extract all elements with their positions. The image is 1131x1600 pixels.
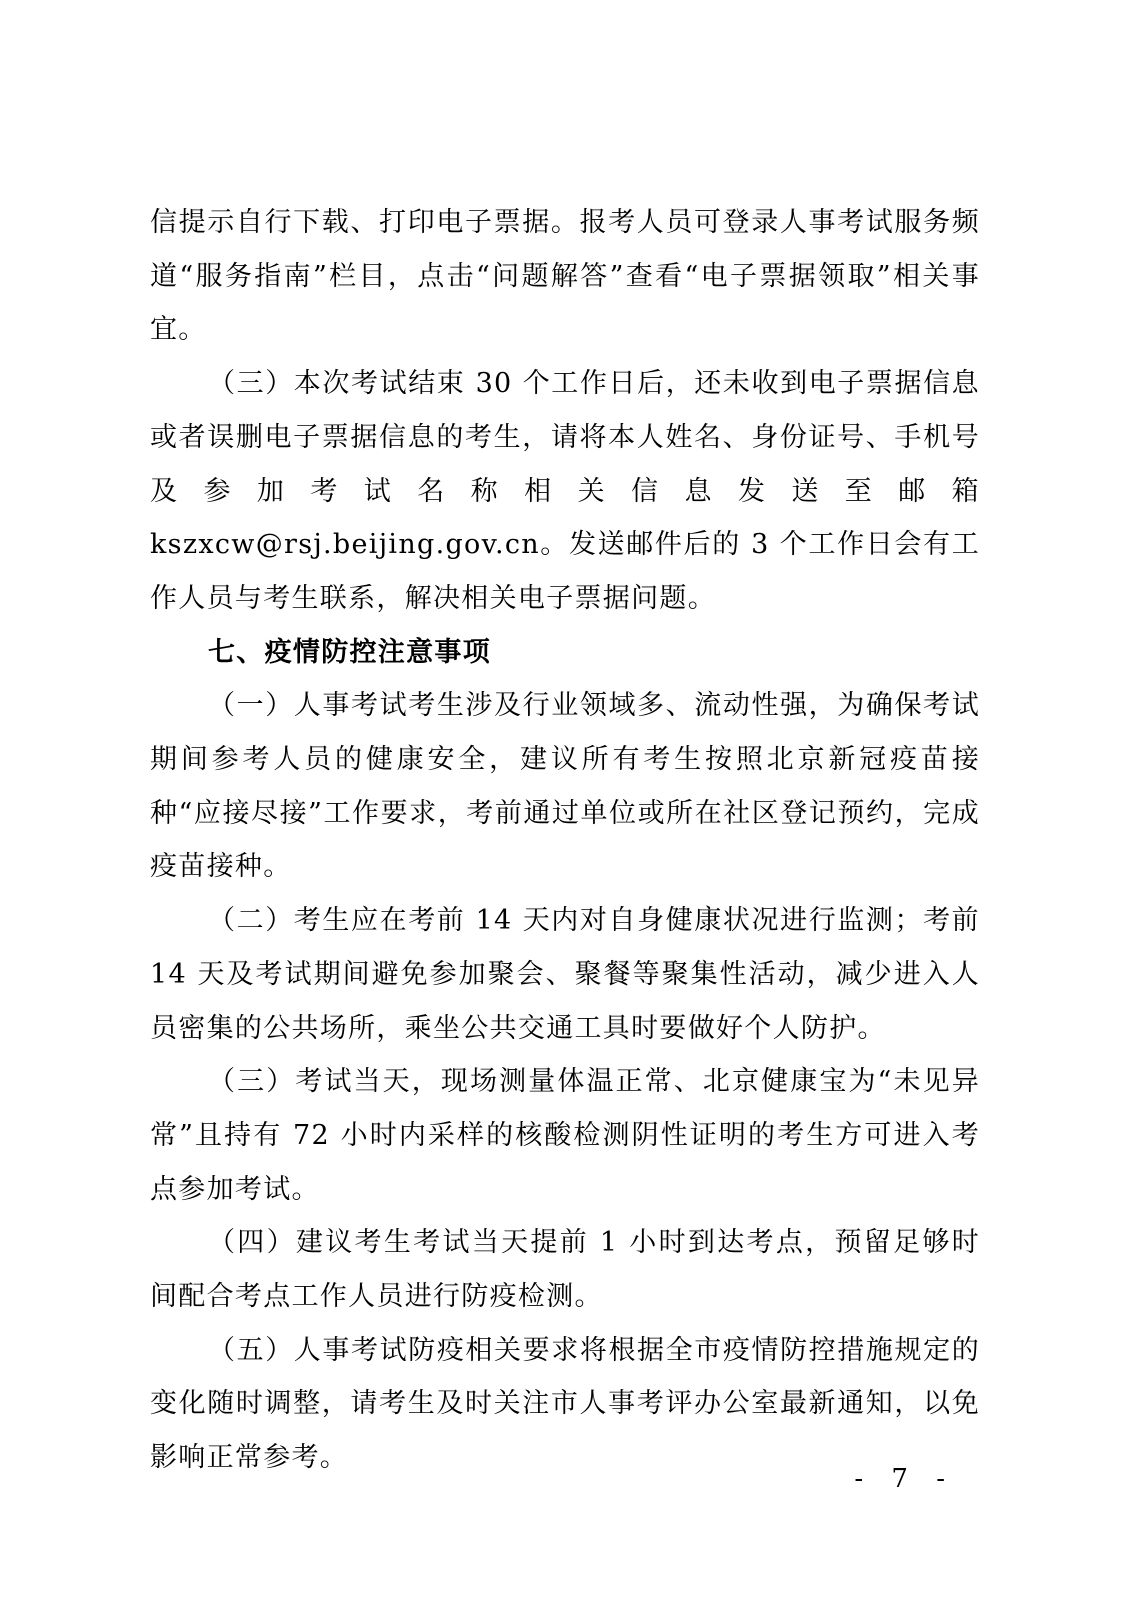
paragraph-exam-day-entry: （三）考试当天，现场测量体温正常、北京健康宝为“未见异常”且持有 72 小时内采样的核酸检测阴性证明的考生方可进入考点参加考试。	[150, 1066, 980, 1205]
paragraph-arrive-early: （四）建议考生考试当天提前 1 小时到达考点，预留足够时间配合考点工作人员进行防疫检测。	[150, 1227, 980, 1313]
page-number: - 7 -	[854, 1464, 955, 1494]
section-heading-epidemic-prevention: 七、疫情防控注意事项	[208, 636, 491, 668]
paragraph-electronic-receipt-guide: 信提示自行下载、打印电子票据。报考人员可登录人事考试服务频道“服务指南”栏目，点击“问题解答”查看“电子票据领取”相关事宜。	[150, 207, 980, 346]
paragraph-policy-adjustment: （五）人事考试防疫相关要求将根据全市疫情防控措施规定的变化随时调整，请考生及时关注市人事考评办公室最新通知，以免影响正常参考。	[150, 1334, 980, 1474]
paragraph-receipt-email-contact: （三）本次考试结束 30 个工作日后，还未收到电子票据信息或者误删电子票据信息的考生，请将本人姓名、身份证号、手机号及参加考试名称相关信息发送至邮箱 kszxcw@rsj.beijing.gov.cn。发送邮件后的 3 个工作日会有工作人员与考生联系，解决相关电子票据问题。	[150, 368, 980, 614]
paragraph-vaccination: （一）人事考试考生涉及行业领域多、流动性强，为确保考试期间参考人员的健康安全，建议所有考生按照北京新冠疫苗接种“应接尽接”工作要求，考前通过单位或所在社区登记预约，完成疫苗接种。	[150, 690, 980, 883]
document-body	[150, 196, 980, 1485]
paragraph-health-monitoring: （二）考生应在考前 14 天内对自身健康状况进行监测；考前 14 天及考试期间避免参加聚会、聚餐等聚集性活动，减少进入人员密集的公共场所，乘坐公共交通工具时要做好个人防护。	[150, 905, 980, 1044]
